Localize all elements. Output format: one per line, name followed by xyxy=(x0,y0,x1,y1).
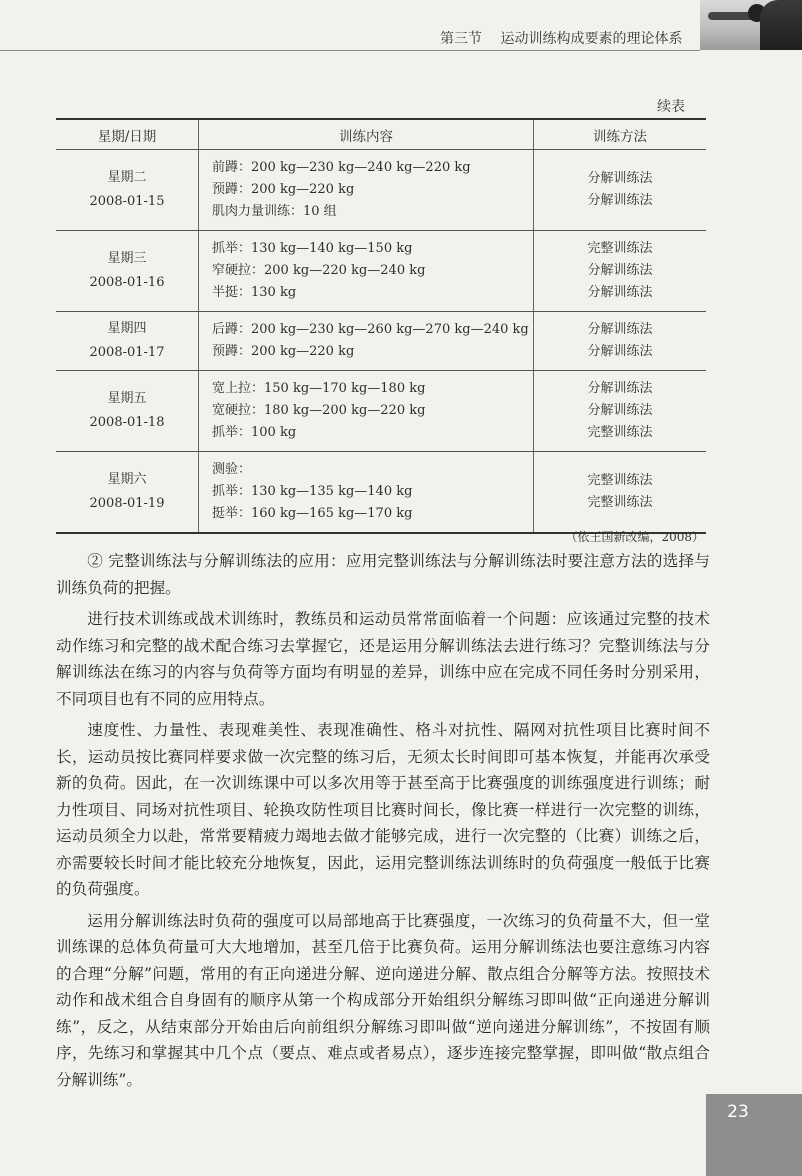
table-header-row xyxy=(56,119,706,150)
table-caption: 续表 xyxy=(657,99,685,115)
content-line: 抓举：130 kg—135 kg—140 kg xyxy=(212,484,413,499)
method-cell xyxy=(534,371,707,452)
page-number: 23 xyxy=(727,1102,749,1122)
weekday: 星期四 xyxy=(107,321,147,336)
training-schedule-table xyxy=(56,118,706,534)
method-cell xyxy=(534,231,707,312)
paragraph: 运用分解训练法时负荷的强度可以局部地高于比赛强度，一次练习的负荷量不大，但一堂训练课的总体负荷量可大大地增加，甚至几倍于比赛负荷。运用分解训练法也要注意练习内容的合理“分解”问题，常用的有正向递进分解、逆向递进分解、散点组合分解等方法。按照技术动作和战术组合自身固有的顺序从第一个构成部分开始组织分解练习即叫做“正向递进分解训练”，反之，从结束部分开始由后向前组织分解练习即叫做“逆向递进分解训练”，不按固有顺序，先练习和掌握其中几个点（要点、难点或者易点），逐步连接完整掌握，即叫做“散点组合分解训练”。 xyxy=(56,911,710,1089)
body-text xyxy=(56,548,710,1098)
table-row xyxy=(56,150,706,231)
content-line: 宽硬拉：180 kg—200 kg—220 kg xyxy=(212,403,426,418)
paragraph: ② 完整训练法与分解训练法的应用：应用完整训练法与分解训练法时要注意方法的选择与训练负荷的把握。 xyxy=(56,552,710,597)
method-line: 分解训练法 xyxy=(587,322,653,337)
table-row xyxy=(56,312,706,371)
date: 2008-01-18 xyxy=(89,415,165,430)
table-row xyxy=(56,371,706,452)
content-line: 宽上拉：150 kg—170 kg—180 kg xyxy=(212,381,426,396)
date: 2008-01-15 xyxy=(89,194,165,209)
content-cell xyxy=(199,231,534,312)
weekday: 星期二 xyxy=(107,170,147,185)
header-rule xyxy=(0,50,700,51)
day-cell xyxy=(56,371,199,452)
content-line: 测验： xyxy=(212,462,252,477)
method-cell xyxy=(534,452,707,534)
weekday: 星期三 xyxy=(107,251,147,266)
content-line: 预蹲：200 kg—220 kg xyxy=(212,182,355,197)
method-cell xyxy=(534,312,707,371)
page-number-tab xyxy=(706,1094,802,1176)
athlete-body-shape xyxy=(760,0,802,50)
date: 2008-01-19 xyxy=(89,496,165,511)
date: 2008-01-17 xyxy=(89,345,165,360)
content-line: 预蹲：200 kg—220 kg xyxy=(212,344,355,359)
column-header-date: 星期/日期 xyxy=(56,119,199,150)
method-line: 完整训练法 xyxy=(587,241,653,256)
method-line: 分解训练法 xyxy=(587,344,653,359)
method-cell xyxy=(534,150,707,231)
running-header xyxy=(440,28,682,48)
method-line: 完整训练法 xyxy=(587,473,653,488)
content-line: 抓举：100 kg xyxy=(212,425,297,440)
column-header-method: 训练方法 xyxy=(534,119,707,150)
content-line: 抓举：130 kg—140 kg—150 kg xyxy=(212,241,413,256)
method-line: 完整训练法 xyxy=(587,495,653,510)
weekday: 星期六 xyxy=(107,472,147,487)
content-cell xyxy=(199,150,534,231)
content-cell xyxy=(199,452,534,534)
content-line: 挺举：160 kg—165 kg—170 kg xyxy=(212,506,413,521)
date: 2008-01-16 xyxy=(89,275,165,290)
day-cell xyxy=(56,231,199,312)
chapter-title: 运动训练构成要素的理论体系 xyxy=(500,31,683,47)
method-line: 分解训练法 xyxy=(587,171,653,186)
method-line: 分解训练法 xyxy=(587,263,653,278)
content-line: 后蹲：200 kg—230 kg—260 kg—270 kg—240 kg xyxy=(212,322,529,337)
method-line: 分解训练法 xyxy=(587,193,653,208)
content-cell xyxy=(199,312,534,371)
weekday: 星期五 xyxy=(107,391,147,406)
method-line: 完整训练法 xyxy=(587,425,653,440)
day-cell xyxy=(56,452,199,534)
content-line: 半挺：130 kg xyxy=(212,285,297,300)
table-source-note: （依王国新改编，2008） xyxy=(565,530,704,544)
paragraph: 进行技术训练或战术训练时，教练员和运动员常常面临着一个问题：应该通过完整的技术动作练习和完整的战术配合练习去掌握它，还是运用分解训练法去进行练习？完整训练法与分解训练法在练习的内容与负荷等方面均有明显的差异，训练中应在完成不同任务时分别采用，不同项目也有不同的应用特点。 xyxy=(56,610,710,708)
content-line: 前蹲：200 kg—230 kg—240 kg—220 kg xyxy=(212,160,471,175)
section-number: 第三节 xyxy=(440,31,482,47)
table-row xyxy=(56,452,706,534)
content-line: 窄硬拉：200 kg—220 kg—240 kg xyxy=(212,263,426,278)
day-cell xyxy=(56,312,199,371)
method-line: 分解训练法 xyxy=(587,381,653,396)
paragraph: 速度性、力量性、表现难美性、表现准确性、格斗对抗性、隔网对抗性项目比赛时间不长，运动员按比赛同样要求做一次完整的练习后，无须太长时间即可基本恢复，并能再次承受新的负荷。因此，在一次训练课中可以多次用等于甚至高于比赛强度的训练强度进行训练；耐力性项目、同场对抗性项目、轮换攻防性项目比赛时间长，像比赛一样进行一次完整的训练，运动员须全力以赴，常常要精疲力竭地去做才能够完成，进行一次完整的（比赛）训练之后，亦需要较长时间才能比较充分地恢复，因此，运用完整训练法训练时的负荷强度一般低于比赛的负荷强度。 xyxy=(56,721,710,898)
method-line: 分解训练法 xyxy=(587,403,653,418)
table-row xyxy=(56,231,706,312)
content-line: 肌肉力量训练：10 组 xyxy=(212,204,337,219)
method-line: 分解训练法 xyxy=(587,285,653,300)
content-cell xyxy=(199,371,534,452)
athlete-photo xyxy=(700,0,802,50)
day-cell xyxy=(56,150,199,231)
column-header-content: 训练内容 xyxy=(199,119,534,150)
